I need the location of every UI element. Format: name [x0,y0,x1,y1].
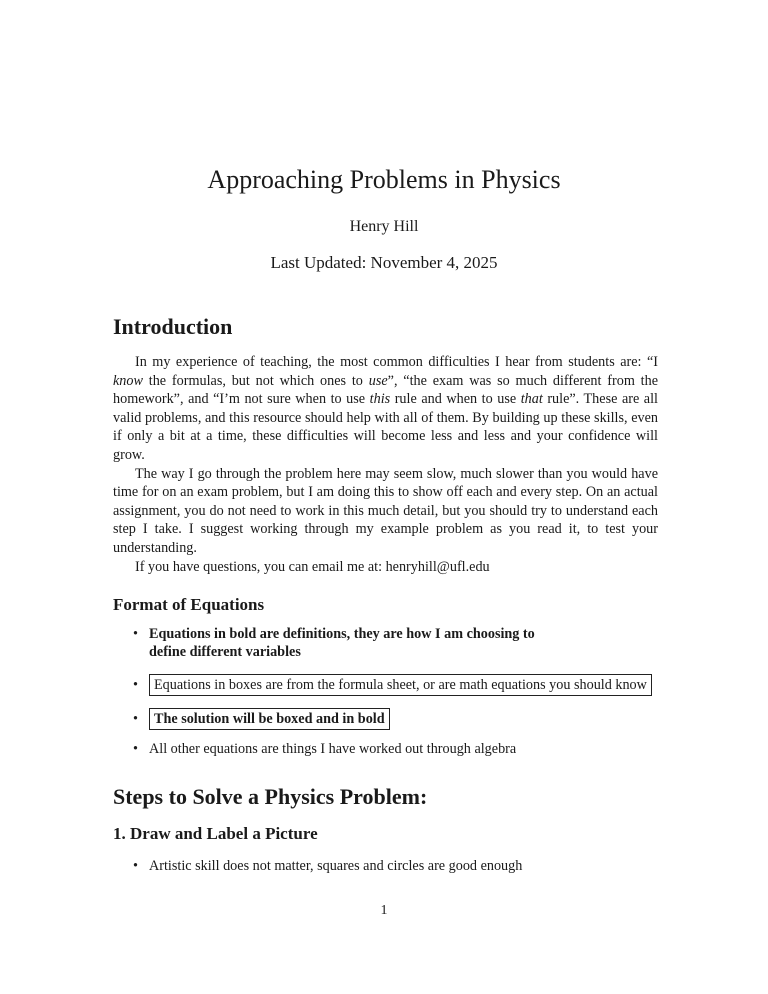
intro-p1-emphasis-use: use [368,372,388,389]
page-number: 1 [380,903,388,918]
intro-p1-emphasis-this: this [369,391,391,408]
format-bullet-4-text: All other equations are things I have worked out through algebra [149,741,517,757]
intro-p1-emphasis-know: know [113,372,143,389]
intro-paragraph-2: The way I go through the problem here may seem slow, much slower than you would have time for on an exam problem, but I am doing this to show off each and every step. On an actual assignment, you do not need to work in this much detail, but you should try to understand each step I take. I suggest working through my example problem as you read it, to test your understanding. [113,465,658,556]
intro-p1-text: rule”. These are all valid problems, and this resource should help with all of them. By building up these skills, even if only a bit at a time, these difficulties will become less and less and your confidence will grow. [113,391,658,463]
format-bullet-1-line-2: define different variables [149,644,301,660]
intro-paragraph-3: If you have questions, you can email me at: henryhill@ufl.edu [135,558,490,575]
bullet-dot: • [133,858,138,874]
step-1-bullet-1-text: Artistic skill does not matter, squares and circles are good enough [149,858,523,874]
section-heading-format: Format of Equations [113,595,265,614]
intro-p1-text: ”, “the exam was so much different from the homework”, and “I’m not sure when to use [113,372,658,408]
intro-paragraph-1 [113,353,658,465]
intro-p1-text: In my experience of teaching, the most common difficulties I hear from students are: “I [135,354,658,370]
intro-body [113,353,658,576]
format-bullet-3-text: The solution will be boxed and in bold [149,708,390,730]
intro-p1-emphasis-that: that [520,391,543,408]
step-1-heading: 1. Draw and Label a Picture [113,824,318,843]
bullet-dot: • [133,741,138,757]
format-bullet-1-line-1: Equations in bold are definitions, they are how I am choosing to [149,626,535,642]
bullet-dot: • [133,677,138,693]
section-heading-steps: Steps to Solve a Physics Problem: [113,784,428,809]
author-name: Henry Hill [349,218,419,235]
intro-p1-text: the formulas, but not which ones to [142,372,369,389]
document-title: Approaching Problems in Physics [207,165,561,194]
bullet-dot: • [133,626,138,642]
last-updated: Last Updated: November 4, 2025 [270,253,498,272]
format-bullet-2-text: Equations in boxes are from the formula sheet, or are math equations you should know [149,674,652,696]
section-heading-introduction: Introduction [113,314,233,339]
intro-p1-text: rule and when to use [390,391,521,408]
bullet-dot: • [133,711,138,727]
